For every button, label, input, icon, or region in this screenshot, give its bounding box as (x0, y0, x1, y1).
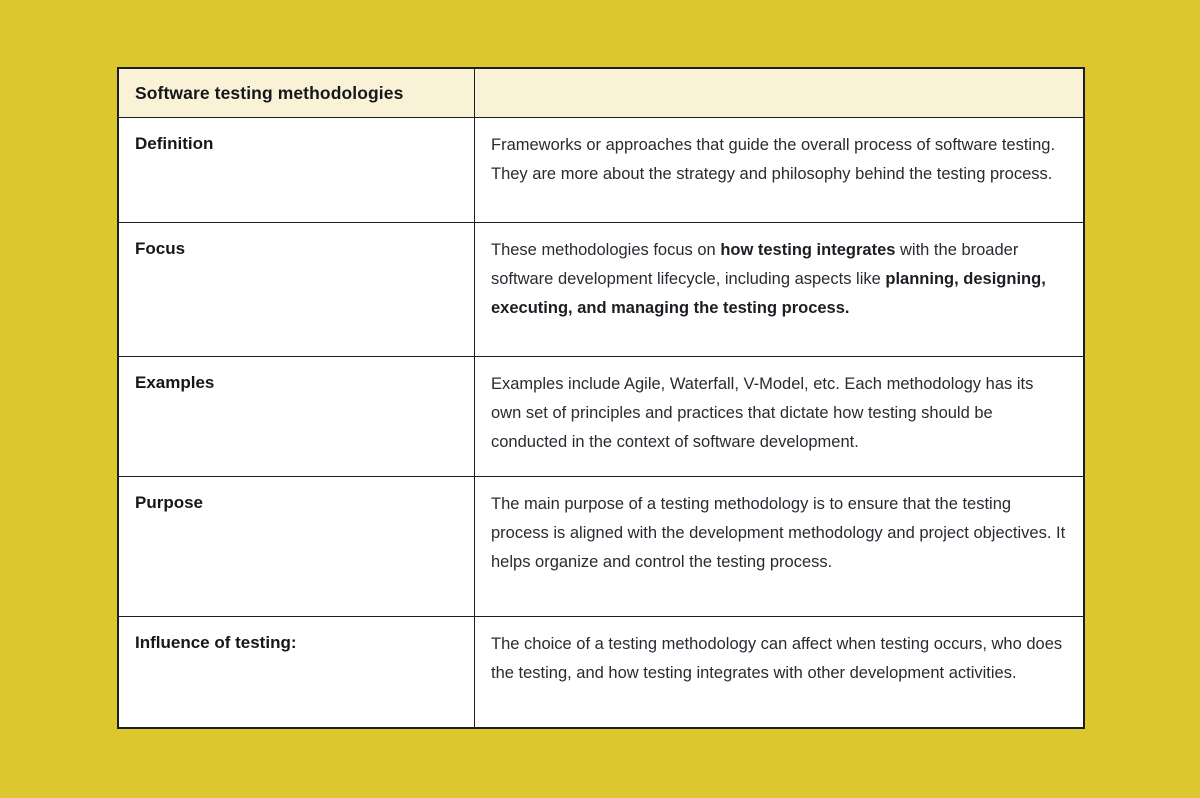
row-label: Influence of testing: (135, 633, 297, 652)
row-value-cell-purpose (475, 477, 1083, 617)
row-value-text: The choice of a testing methodology can affect when testing occurs, who does the testing, and how testing integrates with other development activities. (491, 635, 1063, 682)
table-title: Software testing methodologies (135, 82, 404, 103)
row-value-cell-examples (475, 357, 1083, 477)
row-label: Definition (135, 134, 214, 153)
row-label-cell-examples (119, 357, 475, 477)
row-value-text: These methodologies focus on how testing integrates with the broader software development lifecycle, including aspects like planning, designing, executing, and managing the testing process. (491, 241, 1046, 317)
row-label-cell-purpose (119, 477, 475, 617)
methodologies-table (117, 67, 1085, 729)
row-value-text: Examples include Agile, Waterfall, V-Model, etc. Each methodology has its own set of principles and practices that dictate how testing should be conducted in the context of software development. (491, 375, 1034, 451)
row-label-cell-definition (119, 118, 475, 223)
row-value-text: The main purpose of a testing methodology is to ensure that the testing process is aligned with the development methodology and project objectives. It helps organize and control the testing process. (491, 495, 1066, 571)
table-header-title-cell (119, 69, 475, 118)
row-value-cell-focus (475, 223, 1083, 357)
row-label: Examples (135, 373, 215, 392)
row-value-text: Frameworks or approaches that guide the overall process of software testing. They are more about the strategy and philosophy behind the testing process. (491, 136, 1056, 183)
row-value-cell-influence (475, 617, 1083, 727)
row-value-cell-definition (475, 118, 1083, 223)
table-header-empty-cell (475, 69, 1083, 118)
row-label: Purpose (135, 493, 204, 512)
row-label-cell-influence (119, 617, 475, 727)
row-label: Focus (135, 239, 186, 258)
row-label-cell-focus (119, 223, 475, 357)
